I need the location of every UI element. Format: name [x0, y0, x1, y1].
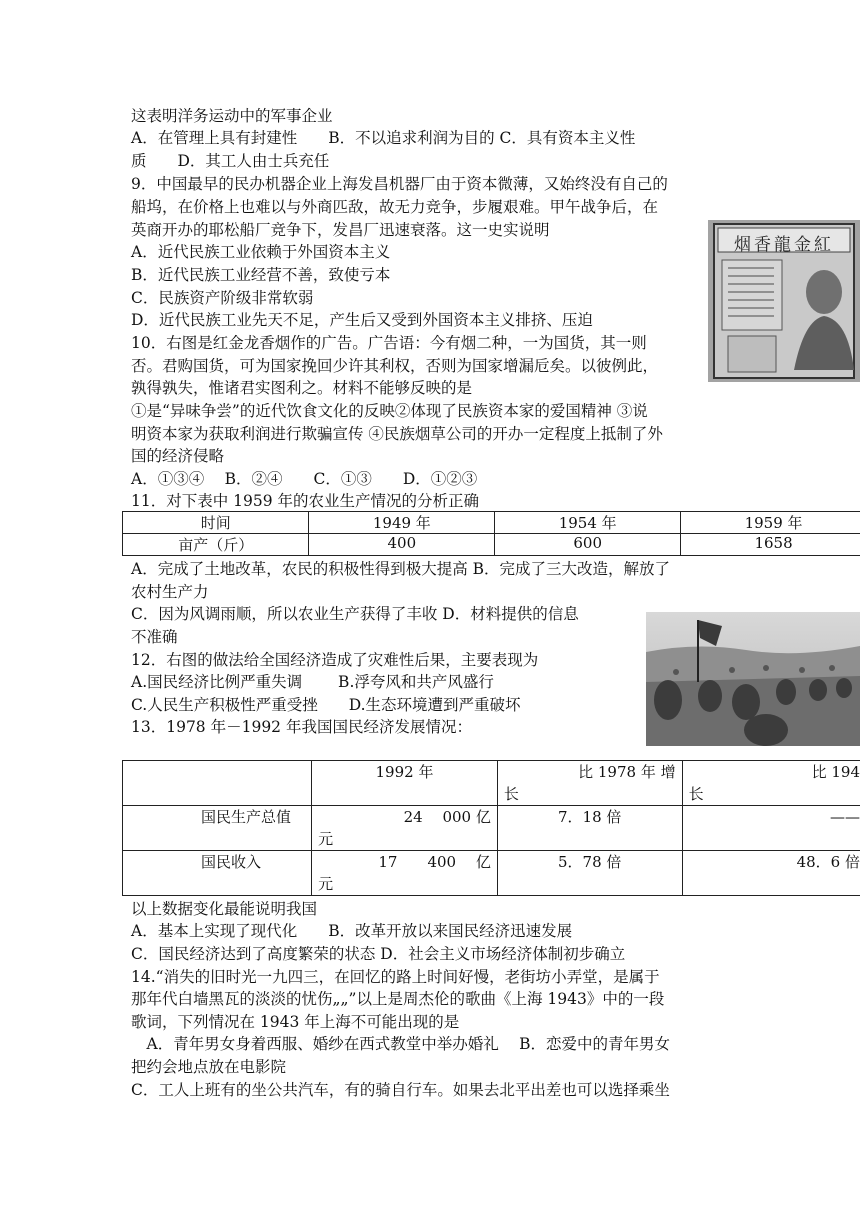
question-11-line: 11．对下表中 1959 年的农业生产情况的分析正确 — [131, 492, 480, 510]
table-cell — [312, 806, 498, 851]
cell-text: 元 — [318, 830, 334, 848]
table-cell — [682, 851, 860, 896]
cell-text: 24 000 亿 — [403, 808, 491, 826]
option-line: C.人民生产积极性严重受挫 D.生态环境遭到严重破坏 — [131, 696, 521, 714]
question-10-line: 明资本家为获取利润进行欺骗宣传 ④民族烟草公司的开办一定程度上抵制了外 — [131, 425, 663, 443]
table-cell — [312, 761, 498, 806]
cell-text: 17 400 亿 — [378, 853, 491, 871]
question-10-line: 10．右图是红金龙香烟作的广告。广告语：今有烟二种，一为国货，其一则 — [131, 334, 647, 352]
text-line: 这表明洋务运动中的军事企业 — [131, 107, 333, 125]
cell-text: 长 — [688, 785, 704, 803]
table-cell — [497, 806, 682, 851]
cell-text: 5．78 倍 — [558, 853, 622, 871]
cell-text: 长 — [503, 785, 519, 803]
steel-furnace-photo — [646, 612, 860, 746]
option-line: 把约会地点放在电影院 — [131, 1058, 287, 1076]
table-row — [123, 806, 860, 851]
cell-text: 国民生产总值 — [201, 808, 292, 826]
cell-text: 比 1978 年 增 — [578, 763, 676, 781]
table-cell — [497, 851, 682, 896]
table-row — [123, 534, 860, 556]
table-cell: 1658 — [681, 534, 860, 556]
option-line: A．近代民族工业依赖于外国资本主义 — [131, 243, 391, 261]
option-line: C．工人上班有的坐公共汽车，有的骑自行车。如果去北平出差也可以选择乘坐 — [131, 1081, 670, 1099]
option-line: D．近代民族工业先天不足，产生后又受到外国资本主义排挤、压迫 — [131, 311, 593, 329]
question-14-line: 那年代白墙黑瓦的淡淡的忧伤„„”以上是周杰伦的歌曲《上海 1943》中的一段 — [131, 990, 665, 1008]
cell-text: 元 — [318, 875, 334, 893]
question-14-line: 歌词，下列情况在 1943 年上海不可能出现的是 — [131, 1013, 460, 1031]
cell-text: 7．18 倍 — [558, 808, 622, 826]
option-line: A．在管理上具有封建性 B．不以追求利润为目的 C．具有资本主义性 — [131, 129, 636, 147]
cigarette-ad-image — [708, 220, 860, 382]
table-row — [123, 512, 860, 534]
cell-text: —— — [830, 808, 860, 826]
photo-graphic — [646, 612, 860, 746]
text-line: 以上数据变化最能说明我国 — [131, 900, 318, 918]
question-9-line: 英商开办的耶松船厂竞争下，发昌厂迅速衰落。这一史实说明 — [131, 221, 550, 239]
cell-text: 48．6 倍 — [796, 853, 860, 871]
question-9-line: 船坞，在价格上也难以与外商匹敌，故无力竞争，步履艰难。甲午战争后，在 — [131, 198, 659, 216]
question-9-line: 9．中国最早的民办机器企业上海发昌机器厂由于资本微薄，又始终没有自己的 — [131, 175, 668, 193]
cell-text: 国民收入 — [201, 853, 262, 871]
question-10-line: 孰得孰失，惟诸君实图利之。材料不能够反映的是 — [131, 379, 473, 397]
option-line: C．因为风调雨顺，所以农业生产获得了丰收 D．材料提供的信息 — [131, 605, 579, 623]
option-line: C．国民经济达到了高度繁荣的状态 D．社会主义市场经济体制初步确立 — [131, 945, 626, 963]
table-cell: 1949 年 — [309, 512, 495, 534]
cell-text: 比 194 — [811, 763, 860, 781]
yield-table — [122, 511, 860, 556]
table-cell — [497, 761, 682, 806]
table-cell — [682, 806, 860, 851]
table-row — [123, 761, 860, 806]
cell-text: 1992 年 — [375, 763, 434, 781]
option-line: A．基本上实现了现代化 B．改革开放以来国民经济迅速发展 — [131, 922, 573, 940]
economy-table — [122, 760, 860, 896]
question-14-line: 14.“消失的旧时光一九四三，在回忆的路上时间好慢，老街坊小弄堂，是属于 — [131, 968, 660, 986]
table-cell — [682, 761, 860, 806]
table-cell: 600 — [495, 534, 681, 556]
option-line: A．完成了土地改革，农民的积极性得到极大提高 B．完成了三大改造，解放了 — [131, 560, 671, 578]
option-line: A．①③④ B．②④ C．①③ D．①②③ — [131, 470, 478, 488]
table-row — [123, 851, 860, 896]
ad-banner-text: 烟香龍金紅 — [734, 235, 834, 255]
option-line: A．青年男女身着西服、婚纱在西式教堂中举办婚礼 B．恋爱中的青年男女 — [131, 1035, 671, 1053]
question-10-line: ①是“异味争尝”的近代饮食文化的反映②体现了民族资本家的爱国精神 ③说 — [131, 402, 648, 420]
option-line: 不准确 — [131, 628, 178, 646]
option-line: A.国民经济比例严重失调 B.浮夸风和共产风盛行 — [131, 673, 494, 691]
option-line: 质 D．其工人由士兵充任 — [131, 152, 330, 170]
option-line: C．民族资产阶级非常软弱 — [131, 289, 314, 307]
table-cell — [312, 851, 498, 896]
question-12-line: 12．右图的做法给全国经济造成了灾难性后果，主要表现为 — [131, 651, 539, 669]
table-cell: 时间 — [123, 512, 309, 534]
question-10-line: 否。君购国货，可为国家挽回少许其利权，否则为国家增漏卮矣。以彼例此， — [131, 357, 659, 375]
option-line: B．近代民族工业经营不善，致使亏本 — [131, 266, 391, 284]
table-cell: 1959 年 — [681, 512, 860, 534]
table-cell: 1954 年 — [495, 512, 681, 534]
table-cell — [123, 806, 312, 851]
table-cell: 亩产（斤） — [123, 534, 309, 556]
option-line: 农村生产力 — [131, 583, 209, 601]
table-cell — [123, 761, 312, 806]
table-cell: 400 — [309, 534, 495, 556]
question-10-line: 国的经济侵略 — [131, 447, 225, 465]
question-13-line: 13．1978 年－1992 年我国国民经济发展情况： — [131, 718, 472, 736]
table-cell — [123, 851, 312, 896]
